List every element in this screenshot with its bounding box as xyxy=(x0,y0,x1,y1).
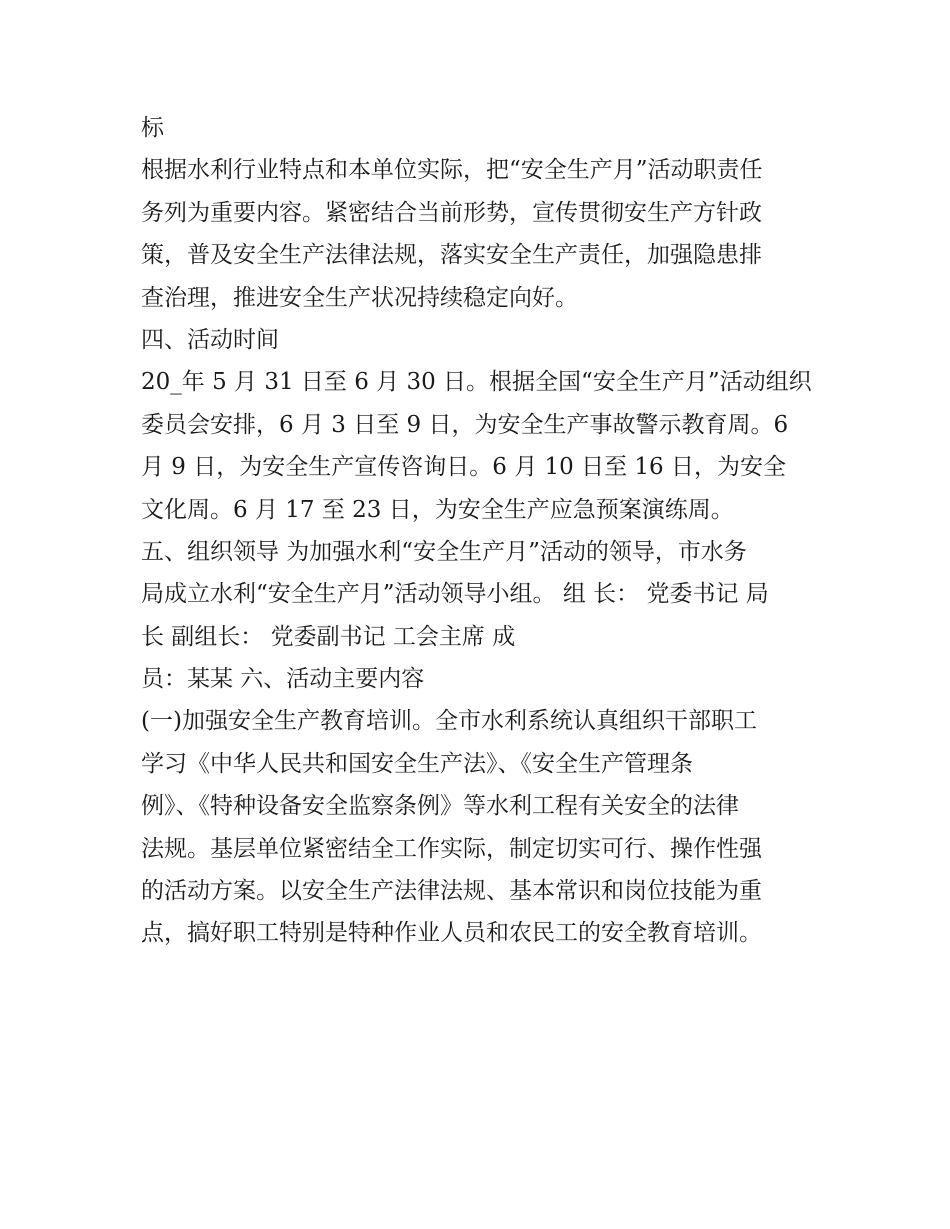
section-heading: 四、活动时间 xyxy=(141,326,279,353)
text-line: 局成立水利“安全生产月”活动领导小组。 组 长： 党委书记 局 xyxy=(141,581,769,608)
text-line: 员：某某 六、活动主要内容 xyxy=(141,666,425,693)
text-line: 点，搞好职工特别是特种作业人员和农民工的安全教育培训。 xyxy=(141,920,762,947)
text-line: (一)加强安全生产教育培训。全市水利系统认真组织干部职工 xyxy=(141,708,757,735)
document-body xyxy=(141,107,821,955)
text-line: 学习《中华人民共和国安全生产法》、《安全生产管理条 xyxy=(141,750,693,777)
text-line: 20_年 5 月 31 日至 6 月 30 日。根据全国“安全生产月”活动组织 xyxy=(141,369,812,396)
text-line: 策，普及安全生产法律法规，落实安全生产责任，加强隐患排 xyxy=(141,242,762,269)
text-line: 五、组织领导 为加强水利“安全生产月”活动的领导，市水务 xyxy=(141,538,747,565)
text-line: 的活动方案。以安全生产法律法规、基本常识和岗位技能为重 xyxy=(141,878,762,905)
text-line: 文化周。6 月 17 至 23 日，为安全生产应急预案演练周。 xyxy=(141,496,734,523)
text-line: 查治理，推进安全生产状况持续稳定向好。 xyxy=(141,284,578,311)
text-line: 长 副组长： 党委副书记 工会主席 成 xyxy=(141,623,516,650)
text-line: 例》、《特种设备安全监察条例》等水利工程有关安全的法律 xyxy=(141,793,739,820)
text-line: 法规。基层单位紧密结全工作实际，制定切实可行、操作性强 xyxy=(141,835,762,862)
text-line: 委员会安排，6 月 3 日至 9 日，为安全生产事故警示教育周。6 xyxy=(141,411,789,438)
text-line: 务列为重要内容。紧密结合当前形势，宣传贯彻安生产方针政 xyxy=(141,199,762,226)
text-line: 标 xyxy=(141,115,164,141)
text-line: 根据水利行业特点和本单位实际，把“安全生产月”活动职责任 xyxy=(141,157,763,184)
text-line: 月 9 日，为安全生产宣传咨询日。6 月 10 日至 16 日，为安全 xyxy=(141,454,786,481)
